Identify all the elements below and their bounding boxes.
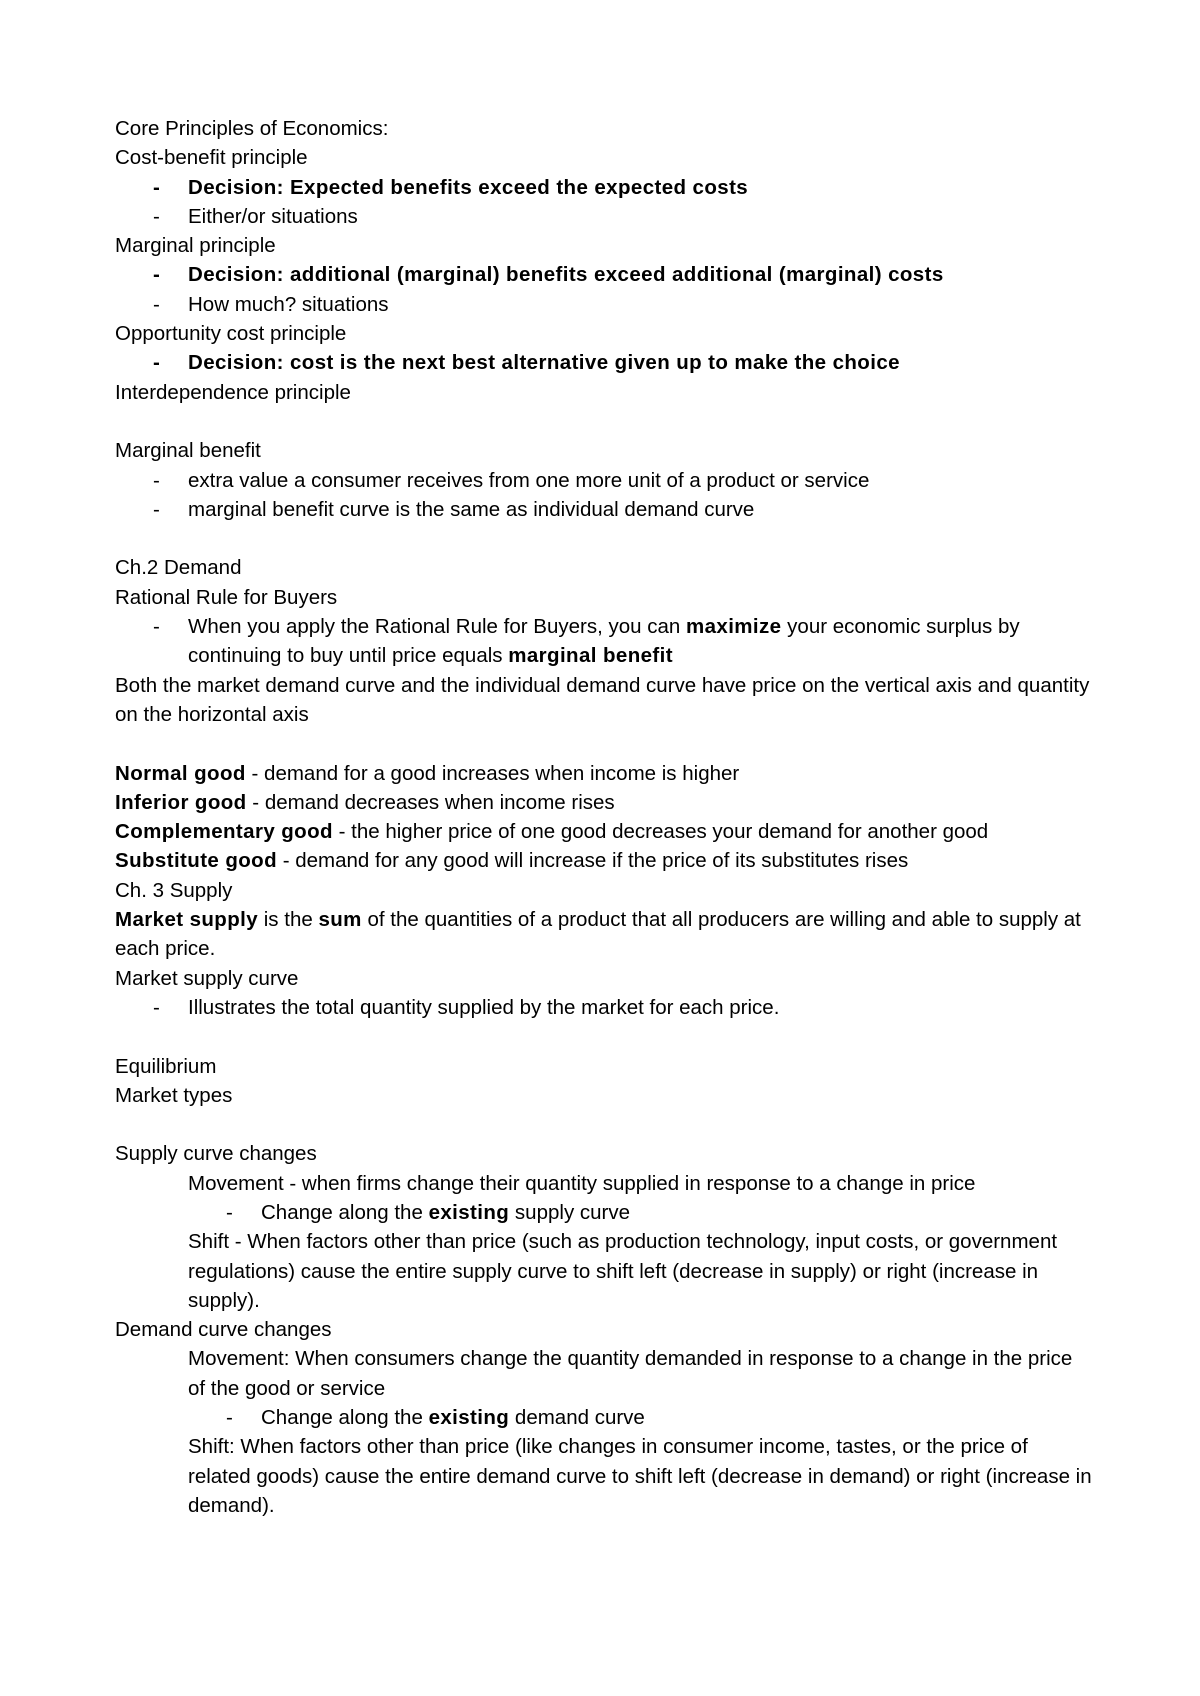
definition-substitute-good: Substitute good - demand for any good will increase if the price of its substitutes rises	[115, 849, 909, 873]
topic-opportunity-cost: Opportunity cost principle	[115, 322, 347, 346]
topic-rational-rule: Rational Rule for Buyers	[115, 585, 338, 609]
blank-line	[115, 524, 1095, 553]
topic-interdependence: Interdependence principle	[115, 380, 351, 404]
blank-line	[115, 729, 1095, 758]
list-item: - How much? situations	[115, 290, 1095, 319]
list-item: - marginal benefit curve is the same as individual demand curve	[115, 495, 1095, 524]
list-item: - When you apply the Rational Rule for Buyers, you can maximize your economic surplus by continuing to buy until price equals marginal benefit	[115, 612, 1095, 671]
demand-shift: Shift: When factors other than price (like changes in consumer income, tastes, or the price of related goods) cause the entire demand curve to shift left (decrease in demand) or right (increase in demand).	[188, 1435, 1092, 1517]
list-item: - extra value a consumer receives from one more unit of a product or service	[115, 466, 1095, 495]
topic-market-supply-curve: Market supply curve	[115, 966, 299, 990]
topic-cost-benefit: Cost-benefit principle	[115, 146, 308, 170]
blank-line	[115, 1110, 1095, 1139]
list-item: - Change along the existing supply curve	[115, 1198, 1095, 1227]
heading-ch3-supply: Ch. 3 Supply	[115, 878, 233, 902]
definition-normal-good: Normal good - demand for a good increases when income is higher	[115, 761, 740, 785]
list-item: - Change along the existing demand curve	[115, 1403, 1095, 1432]
blank-line	[115, 407, 1095, 436]
supply-shift: Shift - When factors other than price (such as production technology, input costs, or government regulations) cause the entire supply curve to shift left (decrease in supply) or right (increase in supply).	[188, 1230, 1058, 1312]
topic-marginal-principle: Marginal principle	[115, 234, 276, 258]
notes-body	[115, 114, 1095, 1520]
list-item: - Decision: Expected benefits exceed the expected costs	[115, 173, 1095, 202]
bullet-dash: -	[153, 175, 161, 199]
heading-core-principles: Core Principles of Economics:	[115, 117, 389, 140]
bullet-dash: -	[153, 497, 160, 521]
list-item: - Either/or situations	[115, 202, 1095, 231]
demand-movement: Movement: When consumers change the quantity demanded in response to a change in the price of the good or service	[188, 1347, 1073, 1400]
bullet-dash: -	[153, 995, 160, 1019]
bullet-dash: -	[153, 263, 161, 287]
definition-market-supply: Market supply is the sum of the quantities of a product that all producers are willing and able to supply at each price.	[115, 908, 1081, 961]
supply-movement: Movement - when firms change their quantity supplied in response to a change in price	[188, 1171, 976, 1195]
definition-complementary-good: Complementary good - the higher price of one good decreases your demand for another good	[115, 820, 989, 844]
topic-demand-curve-changes: Demand curve changes	[115, 1318, 332, 1342]
bullet-dash: -	[226, 1406, 233, 1430]
bullet-dash: -	[153, 351, 161, 375]
definition-inferior-good: Inferior good - demand decreases when income rises	[115, 790, 615, 814]
bullet-dash: -	[153, 468, 160, 492]
blank-line	[115, 1022, 1095, 1051]
list-item: - Decision: cost is the next best alternative given up to make the choice	[115, 348, 1095, 377]
topic-market-types: Market types	[115, 1083, 233, 1107]
bullet-dash: -	[153, 615, 160, 639]
topic-marginal-benefit: Marginal benefit	[115, 439, 261, 463]
paragraph-demand-axes: Both the market demand curve and the individual demand curve have price on the vertical axis and quantity on the horizontal axis	[115, 673, 1090, 726]
list-item: - Illustrates the total quantity supplied by the market for each price.	[115, 993, 1095, 1022]
bullet-dash: -	[153, 292, 160, 316]
bullet-dash: -	[226, 1200, 233, 1224]
list-item: - Decision: additional (marginal) benefits exceed additional (marginal) costs	[115, 260, 1095, 289]
heading-ch2-demand: Ch.2 Demand	[115, 556, 242, 580]
topic-supply-curve-changes: Supply curve changes	[115, 1142, 317, 1166]
topic-equilibrium: Equilibrium	[115, 1054, 217, 1078]
bullet-dash: -	[153, 204, 160, 228]
